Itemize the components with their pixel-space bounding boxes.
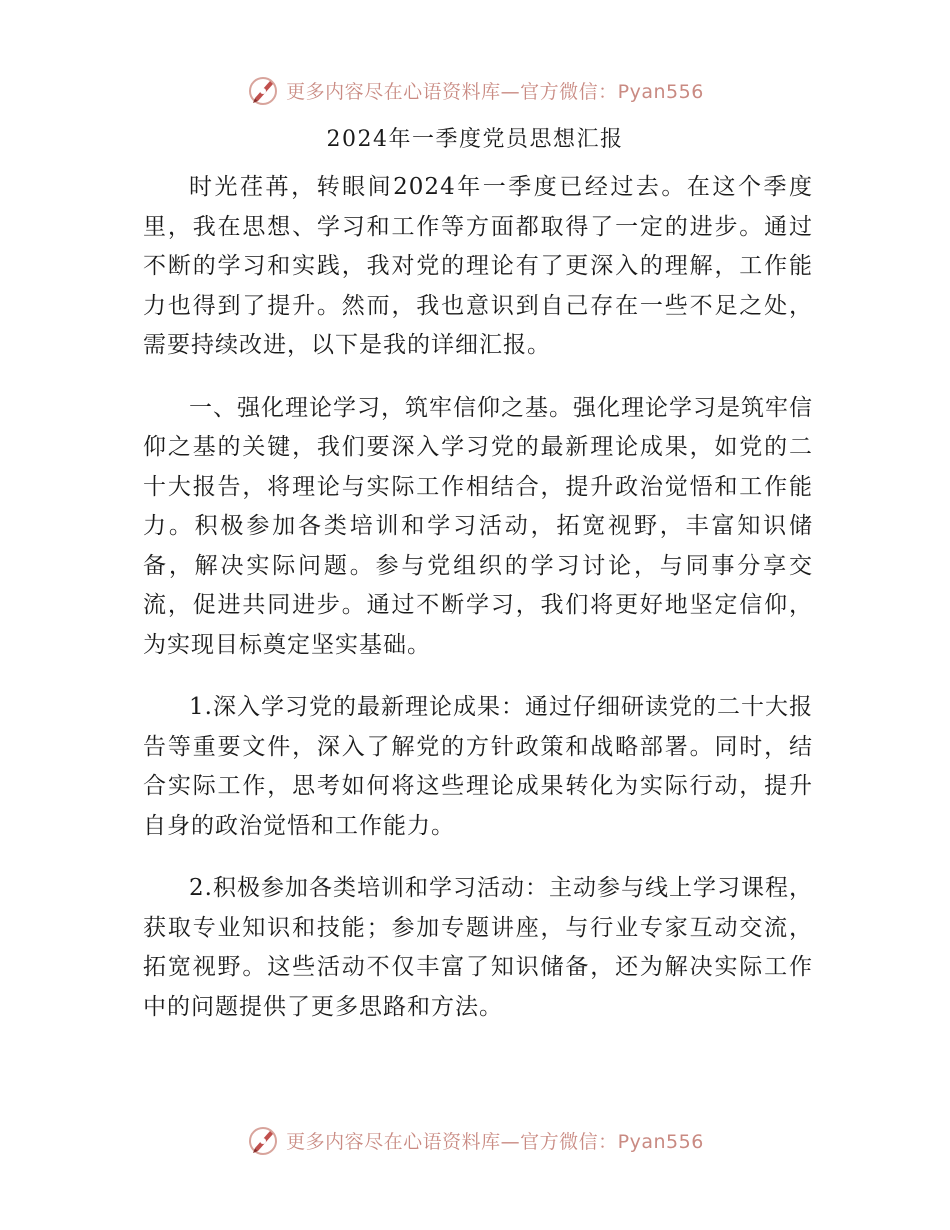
watermark-text: 更多内容尽在心语资料库—官方微信：Pyan556 xyxy=(286,1130,704,1153)
watermark-banner-bottom xyxy=(0,1120,950,1160)
document-title: 2024年一季度党员思想汇报 xyxy=(326,127,624,152)
paragraph-intro: 时光荏苒，转眼间2024年一季度已经过去。在这个季度里，我在思想、学习和工作等方面都取得了一定的进步。通过不断的学习和实践，我对党的理论有了更深入的理解，工作能力也得到了提升。然而，我也意识到自己存在一些不足之处，需要持续改进，以下是我的详细汇报。 xyxy=(143,174,813,358)
watermark-text: 更多内容尽在心语资料库—官方微信：Pyan556 xyxy=(286,80,704,103)
pen-logo-icon xyxy=(246,73,280,107)
paragraph-item-2: 2.积极参加各类培训和学习活动：主动参与线上学习课程，获取专业知识和技能；参加专题讲座，与行业专家互动交流，拓宽视野。这些活动不仅丰富了知识储备，还为解决实际工作中的问题提供了更多思路和方法。 xyxy=(143,875,813,1020)
paragraph-item-1: 1.深入学习党的最新理论成果：通过仔细研读党的二十大报告等重要文件，深入了解党的方针政策和战略部署。同时，结合实际工作，思考如何将这些理论成果转化为实际行动，提升自身的政治觉悟和工作能力。 xyxy=(143,694,813,839)
watermark-banner-top xyxy=(0,70,950,110)
document-body xyxy=(143,168,813,1050)
pen-logo-icon xyxy=(246,1123,280,1157)
paragraph-section-1: 一、强化理论学习，筑牢信仰之基。强化理论学习是筑牢信仰之基的关键，我们要深入学习党的最新理论成果，如党的二十大报告，将理论与实际工作相结合，提升政治觉悟和工作能力。积极参加各类培训和学习活动，拓宽视野，丰富知识储备，解决实际问题。参与党组织的学习讨论，与同事分享交流，促进共同进步。通过不断学习，我们将更好地坚定信仰，为实现目标奠定坚实基础。 xyxy=(143,394,813,658)
